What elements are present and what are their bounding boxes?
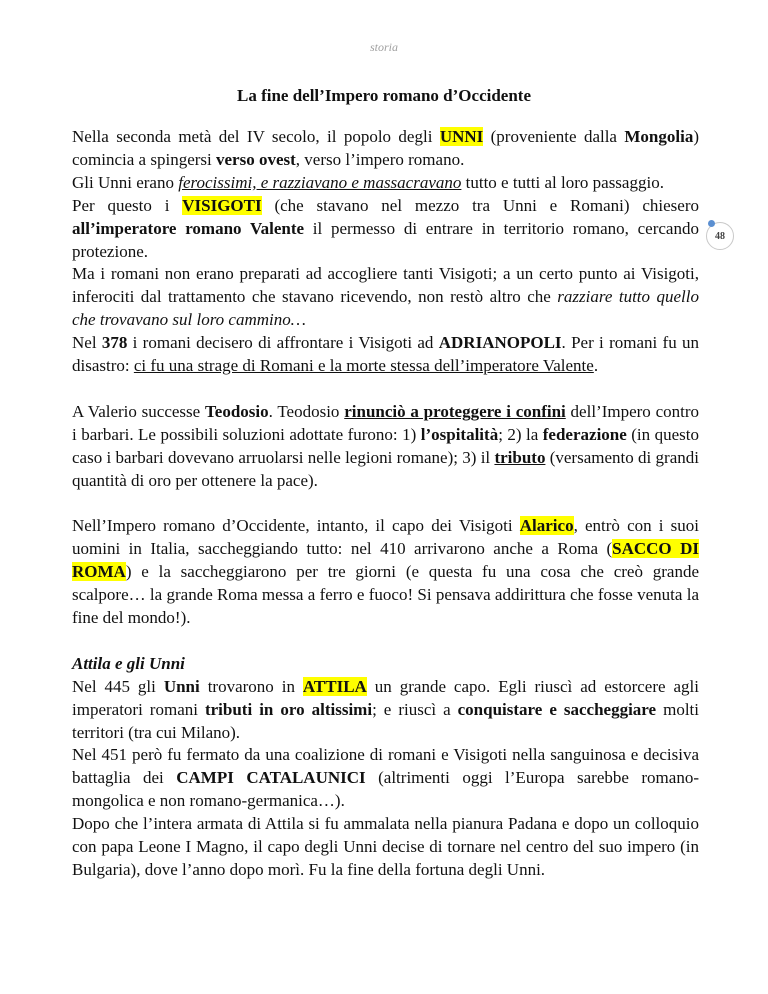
paragraph-adrianopoli: Nel 378 i romani decisero di affrontare i Visigoti ad ADRIANOPOLI. Per i romani fu un disastro: ci fu una strage di Romani e la morte stessa dell’imperatore Valente. (72, 333, 700, 376)
document-body (72, 126, 699, 882)
badge-dot-icon (708, 220, 715, 227)
highlight-attila: ATTILA (302, 676, 367, 696)
running-header: storia (369, 40, 398, 54)
paragraph-unni: Nella seconda metà del IV secolo, il popolo degli UNNI (proveniente dalla Mongolia) comincia a spingersi verso ovest, verso l’impero romano. (72, 127, 699, 169)
paragraph-visigoti: Per questo i VISIGOTI (che stavano nel mezzo tra Unni e Romani) chiesero all’imperatore romano Valente il permesso di entrare in territorio romano, cercando protezione. (72, 195, 699, 261)
page-title: La fine dell’Impero romano d’Occidente (236, 86, 531, 105)
highlight-visigoti: VISIGOTI (182, 195, 262, 215)
paragraph-fine-unni: Dopo che l’intera armata di Attila si fu ammalata nella pianura Padana e dopo un colloquio con papa Leone I Magno, il capo degli Unni decise di tornare nel centro del suo impero (in Bulgaria), dove l’anno dopo morì. Fu la fine della fortuna degli Unni. (72, 814, 699, 879)
paragraph-attila: Nel 445 gli Unni trovarono in ATTILA un grande capo. Egli riuscì ad estorcere agli imperatori romani tributi in oro altissimi; e riuscì a conquistare e saccheggiare molti territori (tra cui Milano). (72, 676, 699, 742)
paragraph-romani: Ma i romani non erano preparati ad accogliere tanti Visigoti; a un certo punto ai Visigoti, inferociti dal trattamento che stavano ricevendo, non restò altro che razziare tutto quello che trovavano sul loro cammino… (72, 264, 699, 330)
page-number: 48 (715, 230, 725, 242)
paragraph-campi-catalaunici: Nel 451 però fu fermato da una coalizione di romani e Visigoti nella sanguinosa e decisiva battaglia dei CAMPI CATALAUNICI (altrimenti oggi l’Europa sarebbe romano-mongolica e non romano-germanica…). (72, 745, 699, 811)
highlight-alarico: Alarico (519, 516, 574, 536)
page-number-badge (706, 222, 734, 250)
paragraph-ferocity: Gli Unni erano ferocissimi, e razziavano e massacravano tutto e tutti al loro passaggio. (72, 172, 664, 192)
paragraph-alarico: Nell’Impero romano d’Occidente, intanto, il capo dei Visigoti Alarico, entrò con i suoi uomini in Italia, saccheggiando tutto: nel 410 arrivarono anche a Roma (SACCO DI ROMA) e la saccheggiarono per tre giorni (e questa fu una cosa che creò grande scalpore… la grande Roma messa a ferro e fuoco! Si pensava addirittura che fosse venuta la fine del mondo!). (72, 516, 699, 627)
paragraph-teodosio: A Valerio successe Teodosio. Teodosio rinunciò a proteggere i confini dell’Impero contro i barbari. Le possibili soluzioni adottate furono: 1) l’ospitalità; 2) la federazione (in questo caso i barbari dovevano arruolarsi nelle legioni romane); 3) il tributo (versamento di grandi quantità di oro per ottenere la pace). (72, 401, 699, 490)
highlight-unni: UNNI (439, 127, 484, 146)
section-heading: Attila e gli Unni (72, 653, 185, 673)
highlight-sacco-di-roma: SACCO DI ROMA (72, 539, 699, 582)
